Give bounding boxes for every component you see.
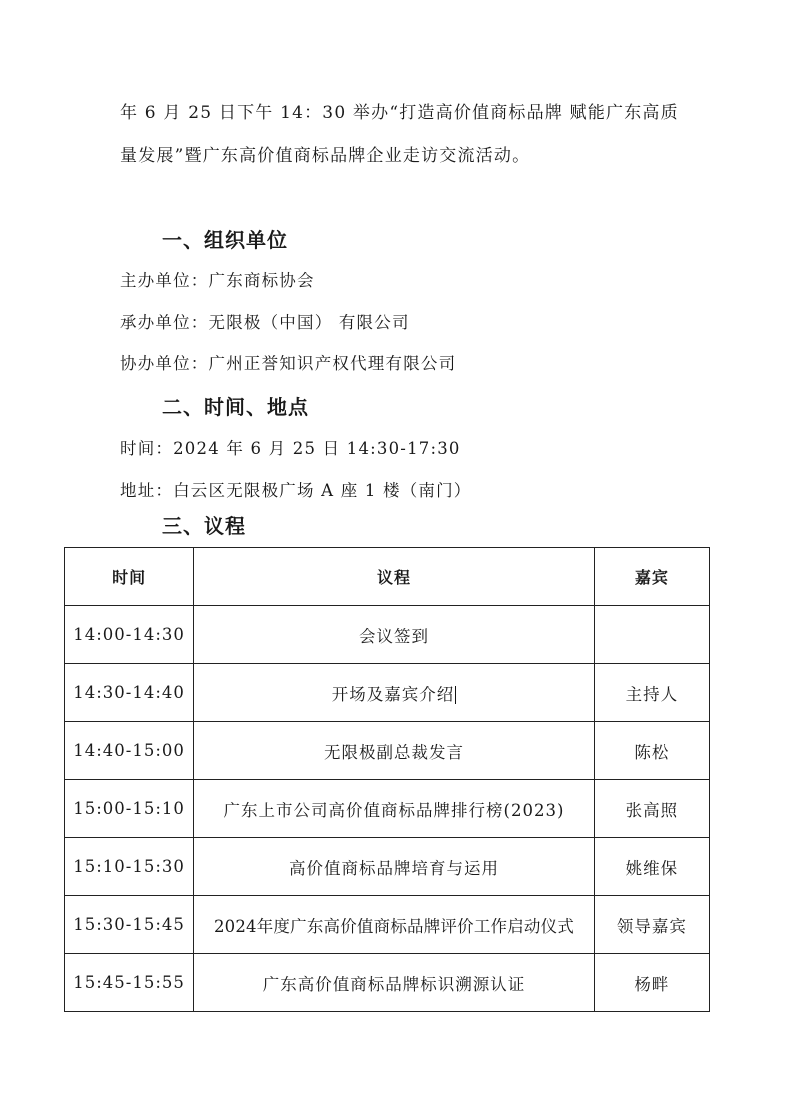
intro-text-line-1: 年 6 月 25 日下午 14：30 举办“打造高价值商标品牌 赋能广东高质 <box>120 103 679 123</box>
row-time: 15:10-15:30 <box>65 838 194 896</box>
header-agenda: 议程 <box>194 548 595 606</box>
section-heading-time-place: 二、时间、地点 <box>162 395 309 419</box>
table-row <box>65 606 710 664</box>
table-row <box>65 722 710 780</box>
row-time: 14:30-14:40 <box>65 664 194 722</box>
row-guest <box>594 606 709 664</box>
table-row <box>65 954 710 1012</box>
host-unit: 主办单位：广东商标协会 <box>120 271 315 290</box>
row-guest: 杨畔 <box>594 954 709 1012</box>
row-agenda-item: 无限极副总裁发言 <box>194 722 595 780</box>
agenda-header-row <box>65 548 710 606</box>
intro-text-line-2: 量发展”暨广东高价值商标品牌企业走访交流活动。 <box>120 146 531 166</box>
row-agenda-item: 高价值商标品牌培育与运用 <box>194 838 595 896</box>
row-time: 14:00-14:30 <box>65 606 194 664</box>
row-agenda-item: 广东上市公司高价值商标品牌排行榜(2023) <box>194 780 595 838</box>
row-guest: 姚维保 <box>594 838 709 896</box>
row-time: 15:45-15:55 <box>65 954 194 1012</box>
row-time: 15:00-15:10 <box>65 780 194 838</box>
row-agenda-item-cell[interactable] <box>194 664 595 722</box>
row-guest: 主持人 <box>594 664 709 722</box>
agenda-table <box>64 547 710 1012</box>
event-address: 地址：白云区无限极广场 A 座 1 楼（南门） <box>120 481 472 500</box>
table-row <box>65 664 710 722</box>
section-heading-organizers: 一、组织单位 <box>162 228 288 252</box>
table-row <box>65 780 710 838</box>
section-heading-agenda: 三、议程 <box>162 514 246 538</box>
row-agenda-item: 开场及嘉宾介绍 <box>331 684 455 704</box>
text-cursor <box>455 686 456 704</box>
header-time: 时间 <box>65 548 194 606</box>
row-guest: 陈松 <box>594 722 709 780</box>
row-agenda-item: 广东高价值商标品牌标识溯源认证 <box>194 954 595 1012</box>
row-guest: 张高照 <box>594 780 709 838</box>
row-agenda-item: 2024年度广东高价值商标品牌评价工作启动仪式 <box>194 896 595 954</box>
co-organizer-unit: 协办单位：广州正誉知识产权代理有限公司 <box>120 354 457 373</box>
row-time: 15:30-15:45 <box>65 896 194 954</box>
header-guest: 嘉宾 <box>594 548 709 606</box>
row-agenda-item: 会议签到 <box>194 606 595 664</box>
table-row <box>65 896 710 954</box>
table-row <box>65 838 710 896</box>
event-time: 时间：2024 年 6 月 25 日 14:30-17:30 <box>120 439 461 458</box>
row-time: 14:40-15:00 <box>65 722 194 780</box>
row-guest: 领导嘉宾 <box>594 896 709 954</box>
organizer-unit: 承办单位：无限极（中国） 有限公司 <box>120 313 410 332</box>
